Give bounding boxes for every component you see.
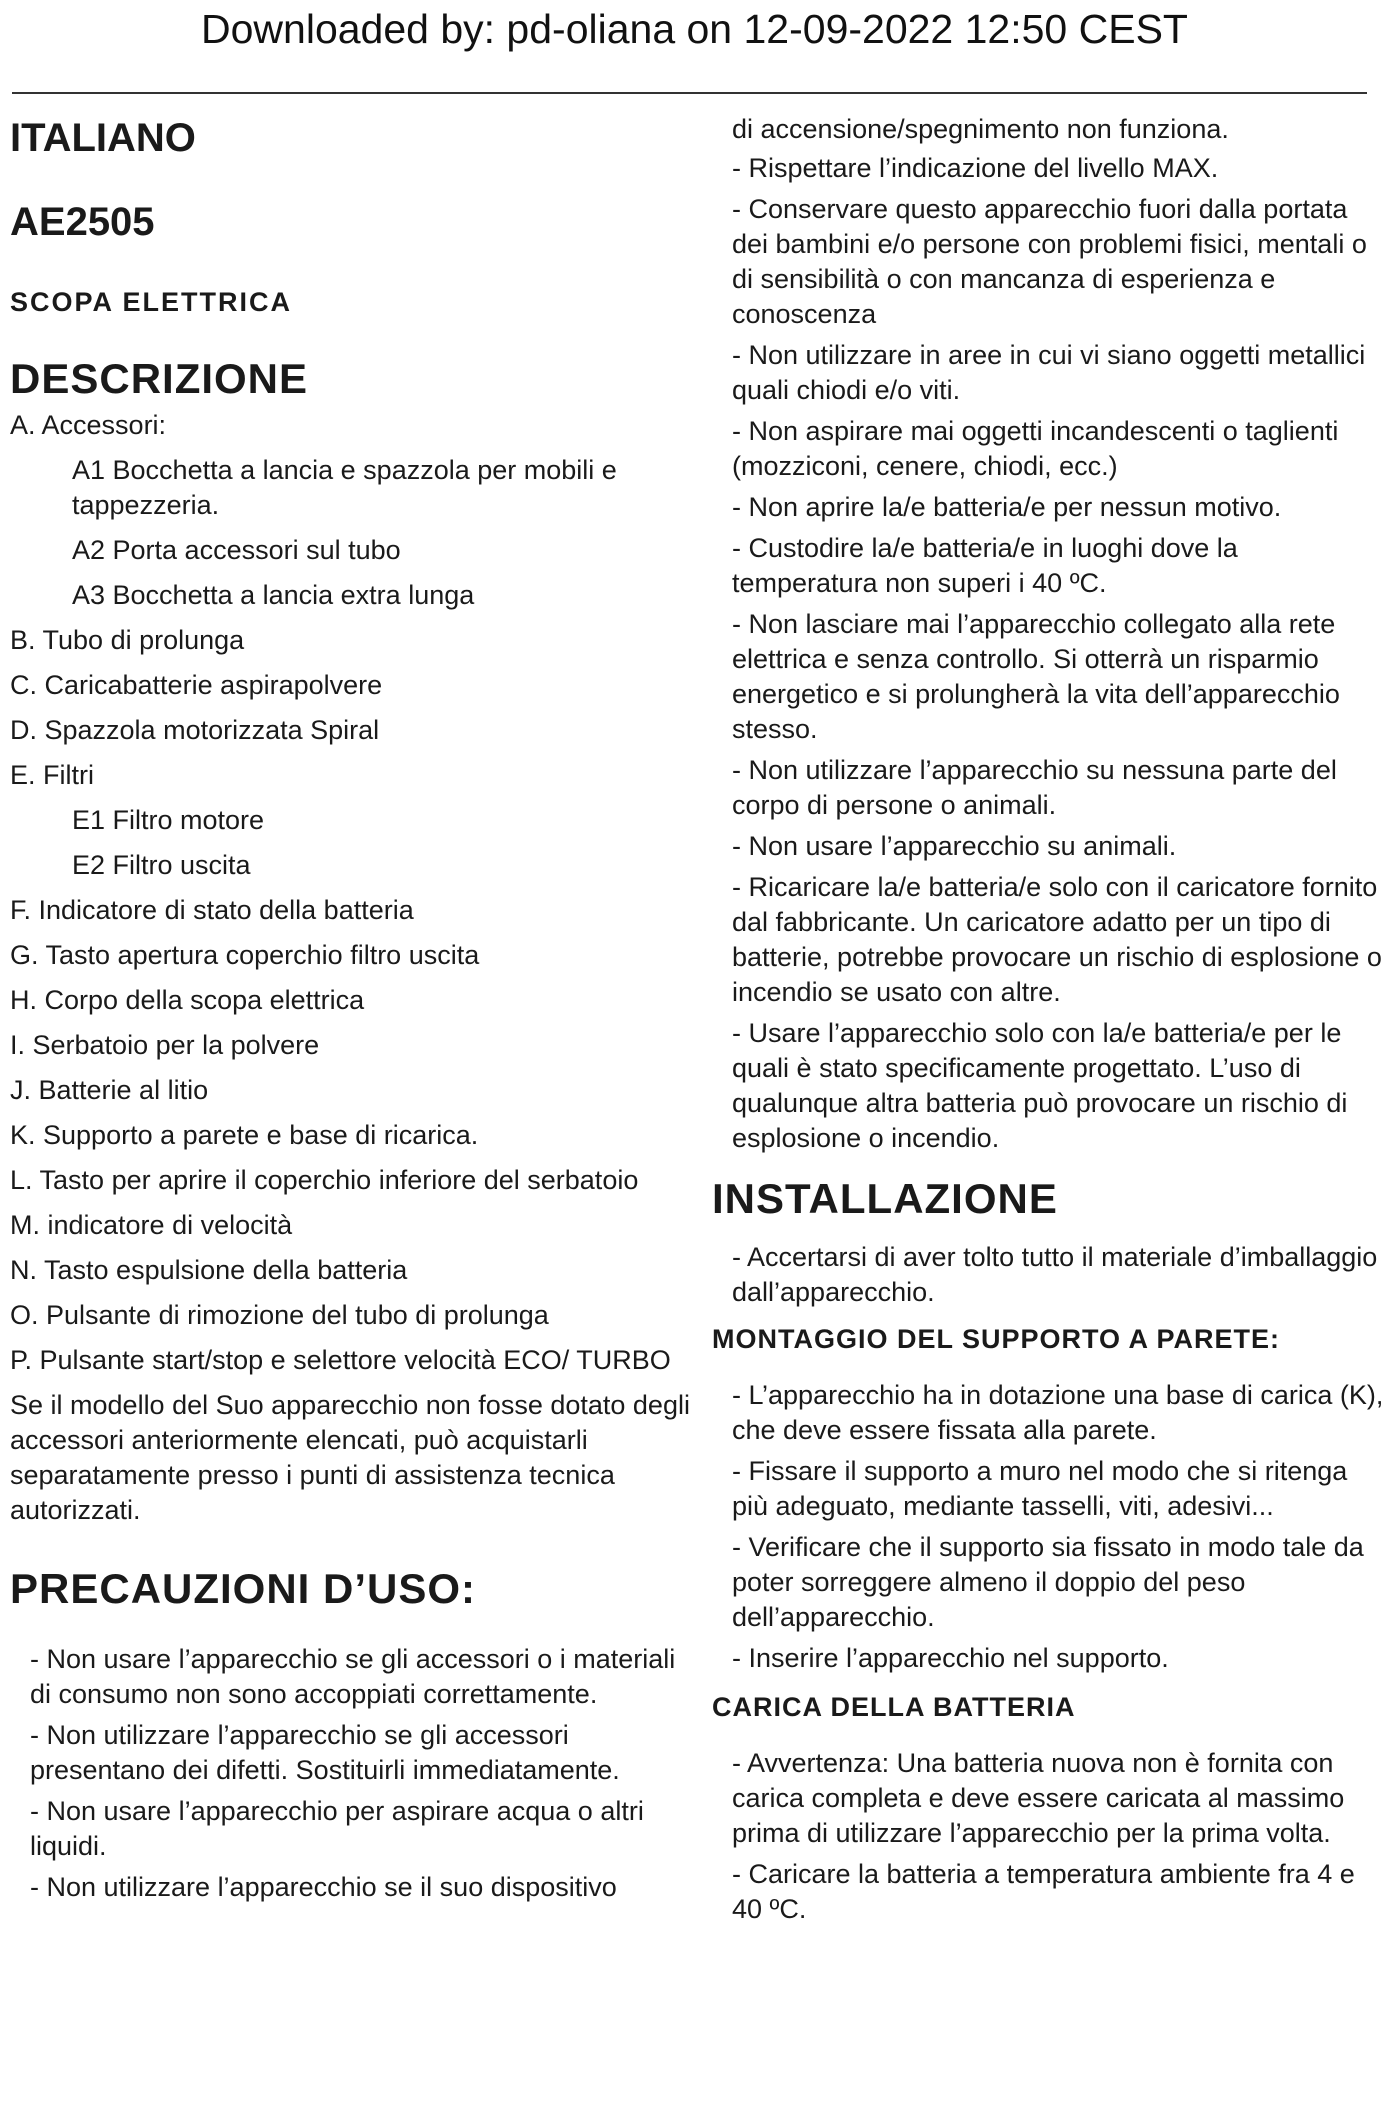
precaution-item: - Non utilizzare in aree in cui vi siano oggetti metallici quali chiodi e/o viti. [732,340,1366,405]
precaution-item: - Usare l’apparecchio solo con la/e batteria/e per le quali è stato specificamente progettato. L’uso di qualunque altra batteria può provocare un rischio di esplosione o incendio. [732,1018,1348,1153]
list-item: D. Spazzola motorizzata Spiral [10,715,380,745]
accessori-note: Se il modello del Suo apparecchio non fosse dotato degli accessori anteriormente elencati, può acquistarli separatamente presso i punti di assistenza tecnica autorizzati. [10,1390,690,1525]
precauzioni-heading: PRECAUZIONI D’USO: [10,1565,477,1612]
mounting-item: - Inserire l’apparecchio nel supporto. [732,1643,1169,1673]
precaution-item: - Non utilizzare l’apparecchio se il suo dispositivo [30,1872,617,1902]
list-item: F. Indicatore di stato della batteria [10,895,414,925]
list-item: E. Filtri [10,760,94,790]
precaution-item: - Non utilizzare l’apparecchio su nessuna parte del corpo di persone o animali. [732,755,1337,820]
precaution-item: - Non aprire la/e batteria/e per nessun motivo. [732,492,1282,522]
precaution-item: - Ricaricare la/e batteria/e solo con il caricatore fornito dal fabbricante. Un caricatore adatto per un tipo di batterie, potrebbe provocare un rischio di esplosione o incendio se usato con altre. [732,872,1382,1007]
precaution-item: - Non usare l’apparecchio per aspirare acqua o altri liquidi. [30,1796,644,1861]
list-item: H. Corpo della scopa elettrica [10,985,365,1015]
mounting-item: - L’apparecchio ha in dotazione una base di carica (K), che deve essere fissata alla parete. [732,1380,1384,1445]
mounting-item: - Verificare che il supporto sia fissato in modo tale da poter sorreggere almeno il doppio del peso dell’apparecchio. [732,1532,1364,1632]
precaution-continuation: di accensione/spegnimento non funziona. [732,114,1229,144]
list-item: K. Supporto a parete e base di ricarica. [10,1120,479,1150]
list-item: N. Tasto espulsione della batteria [10,1255,408,1285]
list-item: A. Accessori: [10,410,167,440]
list-item: L. Tasto per aprire il coperchio inferiore del serbatoio [10,1165,639,1195]
header-divider [12,92,1367,94]
language-heading: ITALIANO [10,116,196,160]
installazione-heading: INSTALLAZIONE [712,1175,1058,1222]
charging-item: - Avvertenza: Una batteria nuova non è fornita con carica completa e deve essere caricata al massimo prima di utilizzare l’apparecchio per la prima volta. [732,1748,1345,1848]
list-item: E1 Filtro motore [72,805,265,835]
list-item: G. Tasto apertura coperchio filtro uscita [10,940,480,970]
precaution-item: - Custodire la/e batteria/e in luoghi dove la temperatura non superi i 40 ºC. [732,533,1238,598]
descrizione-heading: DESCRIZIONE [10,355,309,402]
precaution-item: - Conservare questo apparecchio fuori dalla portata dei bambini e/o persone con problemi fisici, mentali o di sensibilità o con mancanza di esperienza e conoscenza [732,194,1367,329]
precaution-item: - Non aspirare mai oggetti incandescenti o taglienti (mozziconi, cenere, chiodi, ecc.) [732,416,1339,481]
precaution-item: - Rispettare l’indicazione del livello MAX. [732,153,1219,183]
list-item: M. indicatore di velocità [10,1210,293,1240]
list-item: C. Caricabatterie aspirapolvere [10,670,383,700]
precaution-item: - Non usare l’apparecchio se gli accessori o i materiali di consumo non sono accoppiati correttamente. [30,1644,676,1709]
precaution-item: - Non lasciare mai l’apparecchio collegato alla rete elettrica e senza controllo. Si otterrà un risparmio energetico e si prolungherà la vita dell’apparecchio stesso. [732,609,1340,744]
list-item: A2 Porta accessori sul tubo [72,535,401,565]
right-column [712,112,1384,1933]
list-item: I. Serbatoio per la polvere [10,1030,320,1060]
download-header: Downloaded by: pd-oliana on 12-09-2022 12:50 CEST [201,6,1188,52]
list-item: B. Tubo di prolunga [10,625,245,655]
charging-item: - Caricare la batteria a temperatura ambiente fra 4 e 40 ºC. [732,1859,1355,1924]
installation-item: - Accertarsi di aver tolto tutto il materiale d’imballaggio dall’apparecchio. [732,1242,1378,1307]
carica-heading: CARICA DELLA BATTERIA [712,1692,1076,1722]
list-item: A3 Bocchetta a lancia extra lunga [72,580,475,610]
description-list [10,408,695,1378]
montaggio-heading: MONTAGGIO DEL SUPPORTO A PARETE: [712,1324,1281,1354]
list-item: J. Batterie al litio [10,1075,209,1105]
precaution-item: - Non utilizzare l’apparecchio se gli accessori presentano dei difetti. Sostituirli immediatamente. [30,1720,620,1785]
list-item: A1 Bocchetta a lancia e spazzola per mobili e tappezzeria. [72,455,617,520]
mounting-item: - Fissare il supporto a muro nel modo che si ritenga più adeguato, mediante tasselli, viti, adesivi... [732,1456,1348,1521]
list-item: E2 Filtro uscita [72,850,251,880]
precaution-item: - Non usare l’apparecchio su animali. [732,831,1177,861]
model-heading: AE2505 [10,200,155,244]
list-item: P. Pulsante start/stop e selettore velocità ECO/ TURBO [10,1345,671,1375]
list-item: O. Pulsante di rimozione del tubo di prolunga [10,1300,549,1330]
product-heading: SCOPA ELETTRICA [10,287,293,317]
left-column [10,108,695,1911]
